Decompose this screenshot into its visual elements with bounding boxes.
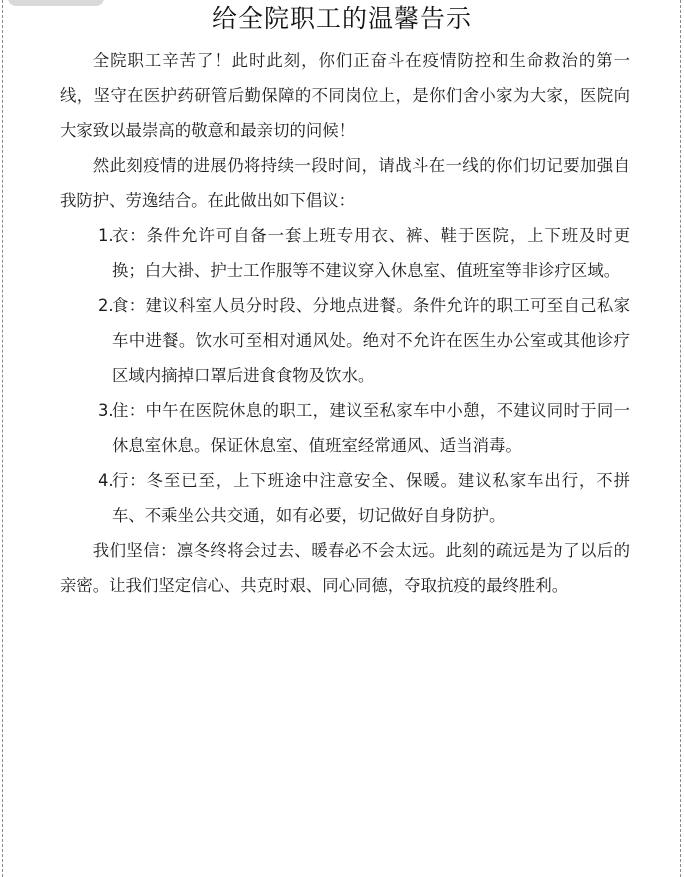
list-item bbox=[60, 288, 630, 393]
list-item-text: 行：冬至已至，上下班途中注意安全、保暖。建议私家车出行，不拼车、不乘坐公共交通，如有必要，切记做好自身防护。 bbox=[112, 471, 630, 525]
list-item-text: 住：中午在医院休息的职工，建议至私家车中小憩，不建议同时于同一休息室休息。保证休息室、值班室经常通风、适当消毒。 bbox=[112, 401, 630, 455]
proposal-paragraph: 然此刻疫情的进展仍将持续一段时间，请战斗在一线的你们切记要加强自我防护、劳逸结合。在此做出如下倡议： bbox=[60, 156, 630, 210]
intro-paragraph: 全院职工辛苦了！此时此刻，你们正奋斗在疫情防控和生命救治的第一线，坚守在医护药研管后勤保障的不同岗位上，是你们舍小家为大家，医院向大家致以最崇高的敬意和最亲切的问候！ bbox=[60, 51, 630, 140]
closing-paragraph: 我们坚信：凛冬终将会过去、暖春必不会太远。此刻的疏远是为了以后的亲密。让我们坚定信心、共克时艰、同心同德，夺取抗疫的最终胜利。 bbox=[60, 541, 630, 595]
list-item-number: 3. bbox=[98, 401, 114, 420]
list-item-text: 食：建议科室人员分时段、分地点进餐。条件允许的职工可至自己私家车中进餐。饮水可至相对通风处。绝对不允许在医生办公室或其他诊疗区域内摘掉口罩后进食食物及饮水。 bbox=[112, 296, 630, 385]
list-item-number: 1. bbox=[98, 226, 114, 245]
list-item bbox=[60, 463, 630, 533]
list-item-text: 衣：条件允许可自备一套上班专用衣、裤、鞋于医院，上下班及时更换；白大褂、护士工作服等不建议穿入休息室、值班室等非诊疗区域。 bbox=[112, 226, 630, 280]
list-item-number: 2. bbox=[98, 296, 114, 315]
notice-body bbox=[60, 43, 630, 603]
notice-title: 给全院职工的温馨告示 bbox=[211, 4, 472, 33]
left-dashed-border bbox=[2, 0, 3, 877]
list-item bbox=[60, 393, 630, 463]
proposal-list bbox=[60, 218, 630, 533]
list-item-number: 4. bbox=[98, 471, 114, 490]
right-dashed-border bbox=[680, 0, 681, 877]
list-item bbox=[60, 218, 630, 288]
